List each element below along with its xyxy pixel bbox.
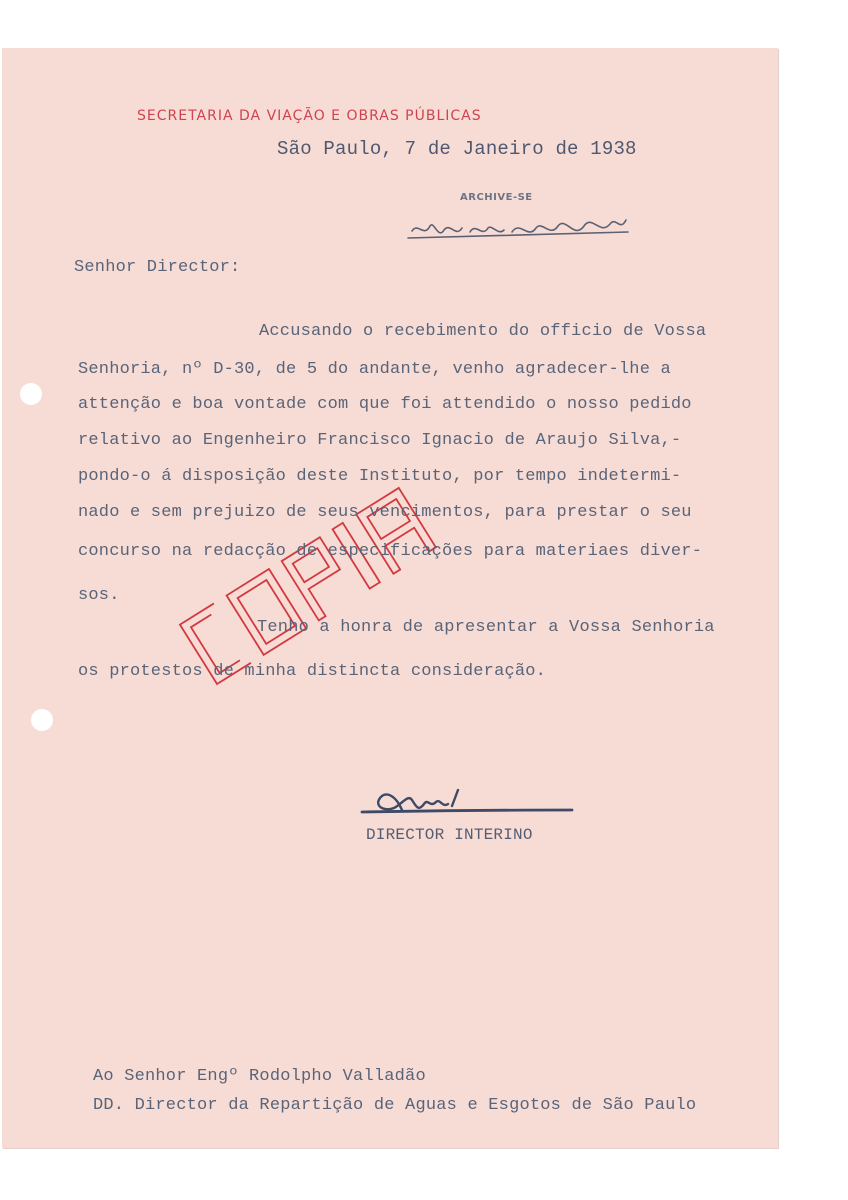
body-line: Accusando o recebimento do officio de Vossa [259,322,707,341]
body-line: nado e sem prejuizo de seus vencimentos, para prestar o seu [78,503,692,522]
body-line: Senhoria, nº D-30, de 5 do andante, venho agradecer-lhe a [78,360,671,379]
letterhead: SECRETARIA DA VIAÇÃO E OBRAS PÚBLICAS [137,108,482,124]
body-line: pondo-o á disposição deste Instituto, por tempo indetermi- [78,467,682,486]
body-line: attenção e boa vontade com que foi attendido o nosso pedido [78,395,692,414]
director-signature [362,790,572,812]
body-line: Tenho a honra de apresentar a Vossa Senhoria [257,618,715,637]
body-line: sos. [78,586,120,605]
date-line: São Paulo, 7 de Janeiro de 1938 [277,138,637,160]
salutation: Senhor Director: [74,258,241,277]
body-line: relativo ao Engenheiro Francisco Ignacio de Araujo Silva,- [78,431,682,450]
signature-title: DIRECTOR INTERINO [366,826,533,844]
addressee-line: Ao Senhor Engº Rodolpho Valladão [93,1067,426,1086]
archive-stamp: ARCHIVE-SE [460,192,533,203]
archive-handwritten-signature [408,220,628,238]
body-line: os protestos de minha distincta consideração. [78,662,547,681]
body-line: concurso na redacção de especificações para materiaes diver- [78,542,703,561]
addressee-line: DD. Director da Repartição de Aguas e Esgotos de São Paulo [93,1096,697,1115]
